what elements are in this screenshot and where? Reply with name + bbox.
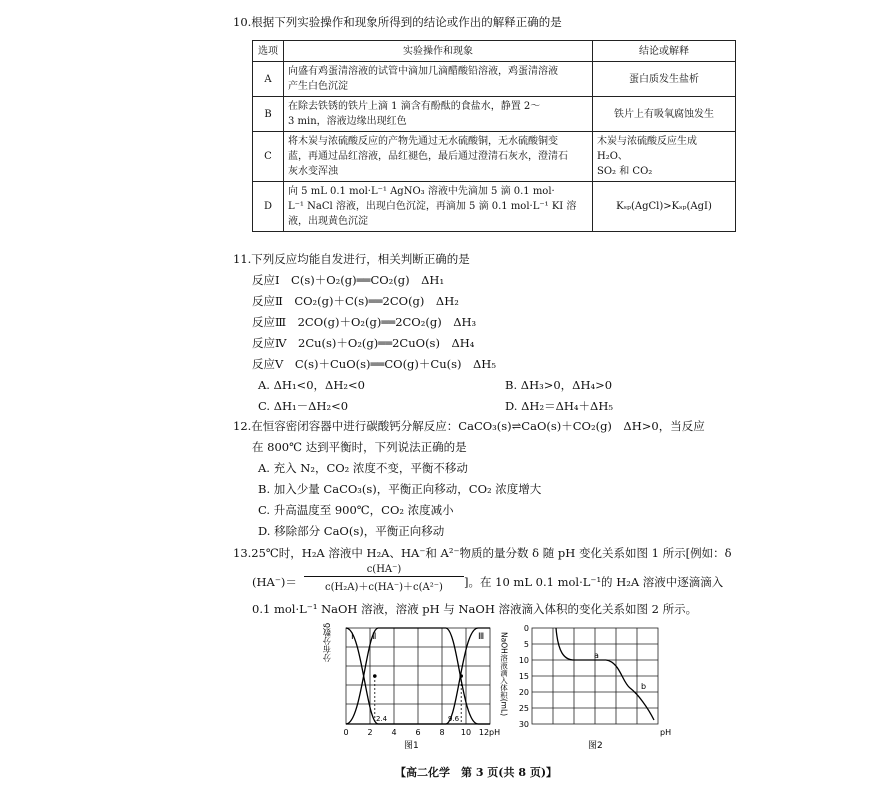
y-tick: 15 xyxy=(518,672,529,681)
fig2-grid xyxy=(532,628,658,724)
row-option: D xyxy=(253,182,284,232)
row-conclusion: Kₛₚ(AgCl)>Kₛₚ(AgI) xyxy=(593,182,736,232)
x-tick: 6 xyxy=(415,728,421,737)
fig1-mark-2: 9.6 xyxy=(448,715,460,723)
x-tick: 10 xyxy=(460,728,472,737)
reaction-3: 反应Ⅲ 2CO(g)＋O₂(g)══2CO₂(g) ΔH₃ xyxy=(252,315,477,329)
row-option: A xyxy=(253,62,284,97)
reaction-5: 反应Ⅴ C(s)＋CuO(s)══CO(g)＋Cu(s) ΔH₅ xyxy=(252,357,496,371)
y-tick: 30 xyxy=(518,720,529,729)
fig1-label-iii: Ⅲ xyxy=(478,632,485,642)
row-operation xyxy=(284,62,593,97)
x-tick: 2 xyxy=(367,728,373,737)
op-line: L⁻¹ NaCl 溶液，出现白色沉淀，再滴加 5 滴 0.1 mol·L⁻¹ KI 溶 xyxy=(288,201,577,212)
fig2-caption: 图2 xyxy=(588,741,603,751)
conc-line: SO₂ 和 CO₂ xyxy=(597,166,653,177)
header-operation: 实验操作和现象 xyxy=(284,41,593,62)
fig1-xlabel: pH xyxy=(489,728,501,737)
fig2-point-a: a xyxy=(594,651,599,660)
y-tick: 5 xyxy=(523,640,529,649)
q13-stem-3: 0.1 mol·L⁻¹ NaOH 溶液，溶液 pH 与 NaOH 溶液滴入体积的变化关系如图 2 所示。 xyxy=(252,602,698,616)
fig1-ylabel: 分布分数δ xyxy=(323,622,333,662)
fraction-numerator: c(HA⁻) xyxy=(366,564,402,575)
table-row xyxy=(253,97,736,132)
table-row xyxy=(253,132,736,182)
x-tick: 4 xyxy=(391,728,397,737)
fig2-yticks xyxy=(519,624,529,729)
y-tick: 10 xyxy=(518,656,529,665)
op-line: 向 5 mL 0.1 mol·L⁻¹ AgNO₃ 溶液中先滴加 5 滴 0.1 mol· xyxy=(288,186,555,197)
op-line: 在除去铁锈的铁片上滴 1 滴含有酚酞的食盐水，静置 2～ xyxy=(288,101,541,112)
table-row xyxy=(253,62,736,97)
figure-2 xyxy=(499,622,682,751)
q13-fraction xyxy=(304,564,464,593)
q12-option-b: B. 加入少量 CaCO₃(s)，平衡正向移动，CO₂ 浓度增大 xyxy=(258,482,542,496)
figure-1 xyxy=(318,622,501,751)
fig2-xlabel: pH xyxy=(660,728,672,737)
q11-option-b: B. ΔH₃>0，ΔH₄>0 xyxy=(505,378,613,392)
x-tick: 12 xyxy=(478,728,490,737)
row-option: B xyxy=(253,97,284,132)
conc-line: 木炭与浓硫酸反应生成 H₂O、 xyxy=(597,136,697,162)
q12-stem-1: 12.在恒容密闭容器中进行碳酸钙分解反应：CaCO₃(s)⇌CaO(s)＋CO₂(g) ΔH>0，当反应 xyxy=(233,419,705,433)
row-operation xyxy=(284,182,593,232)
q11-option-d: D. ΔH₂＝ΔH₄＋ΔH₅ xyxy=(505,399,613,413)
fig1-label-i: Ⅰ xyxy=(351,632,354,642)
fraction-denominator: c(H₂A)＋c(HA⁻)＋c(A²⁻) xyxy=(325,582,443,593)
y-tick: 0 xyxy=(523,624,529,633)
q11-option-c: C. ΔH₁－ΔH₂<0 xyxy=(258,399,349,413)
row-operation xyxy=(284,132,593,182)
q10-stem: 10.根据下列实验操作和现象所得到的结论或作出的解释正确的是 xyxy=(233,15,562,29)
reaction-1: 反应Ⅰ C(s)＋O₂(g)══CO₂(g) ΔH₁ xyxy=(252,273,445,287)
table-header-row xyxy=(253,41,736,62)
row-conclusion: 铁片上有吸氧腐蚀发生 xyxy=(593,97,736,132)
fraction-bar xyxy=(304,576,464,577)
page-footer: 【高二化学 第 3 页(共 8 页)】 xyxy=(395,766,558,779)
op-line: 向盛有鸡蛋清溶液的试管中滴加几滴醋酸铅溶液，鸡蛋清溶液 xyxy=(288,66,558,77)
row-operation xyxy=(284,97,593,132)
reaction-2: 反应Ⅱ CO₂(g)＋C(s)══2CO(g) ΔH₂ xyxy=(252,294,459,308)
op-line: 3 min，溶液边缘出现红色 xyxy=(288,116,407,127)
q13-frac-left: (HA⁻)＝ xyxy=(252,575,297,589)
q12-option-d: D. 移除部分 CaO(s)，平衡正向移动 xyxy=(258,524,445,538)
q10-table xyxy=(252,40,736,232)
op-line: 液，出现黄色沉淀 xyxy=(288,216,368,227)
fig1-mark-1: 2.4 xyxy=(376,715,388,723)
fig2-curve xyxy=(556,628,654,720)
q12-stem-2: 在 800℃ 达到平衡时，下列说法正确的是 xyxy=(252,440,467,454)
op-line: 灰水变浑浊 xyxy=(288,166,338,177)
y-tick: 20 xyxy=(518,688,529,697)
q11-option-a: A. ΔH₁<0，ΔH₂<0 xyxy=(258,378,365,392)
x-tick: 0 xyxy=(343,728,349,737)
header-option: 选项 xyxy=(253,41,284,62)
reaction-4: 反应Ⅳ 2Cu(s)＋O₂(g)══2CuO(s) ΔH₄ xyxy=(252,336,475,350)
row-option: C xyxy=(253,132,284,182)
table-row xyxy=(253,182,736,232)
header-conclusion: 结论或解释 xyxy=(593,41,736,62)
q12-option-a: A. 充入 N₂，CO₂ 浓度不变，平衡不移动 xyxy=(258,461,468,475)
q13-stem-1: 13.25℃时，H₂A 溶液中 H₂A、HA⁻和 A²⁻物质的量分数 δ 随 pH 变化关系如图 1 所示[例如：δ xyxy=(233,546,732,560)
op-line: 将木炭与浓硫酸反应的产物先通过无水硫酸铜，无水硫酸铜变 xyxy=(288,136,558,147)
fig1-xticks xyxy=(343,728,489,737)
q11-stem: 11.下列反应均能自发进行，相关判断正确的是 xyxy=(233,252,470,266)
row-conclusion: 蛋白质发生盐析 xyxy=(593,62,736,97)
x-tick: 8 xyxy=(439,728,445,737)
op-line: 产生白色沉淀 xyxy=(288,81,348,92)
fig2-point-b: b xyxy=(641,682,647,691)
fig1-label-ii: Ⅱ xyxy=(372,632,377,642)
fig1-caption: 图1 xyxy=(404,741,419,751)
y-tick: 25 xyxy=(518,704,529,713)
q13-frac-right: ]。在 10 mL 0.1 mol·L⁻¹的 H₂A 溶液中逐滴滴入 xyxy=(464,575,724,589)
fig2-ylabel: NaOH溶液滴入体积(mL) xyxy=(499,632,509,717)
op-line: 蓝，再通过品红溶液，品红褪色，最后通过澄清石灰水，澄清石 xyxy=(288,151,568,162)
q12-option-c: C. 升高温度至 900℃，CO₂ 浓度减小 xyxy=(258,503,454,517)
row-conclusion xyxy=(593,132,736,182)
